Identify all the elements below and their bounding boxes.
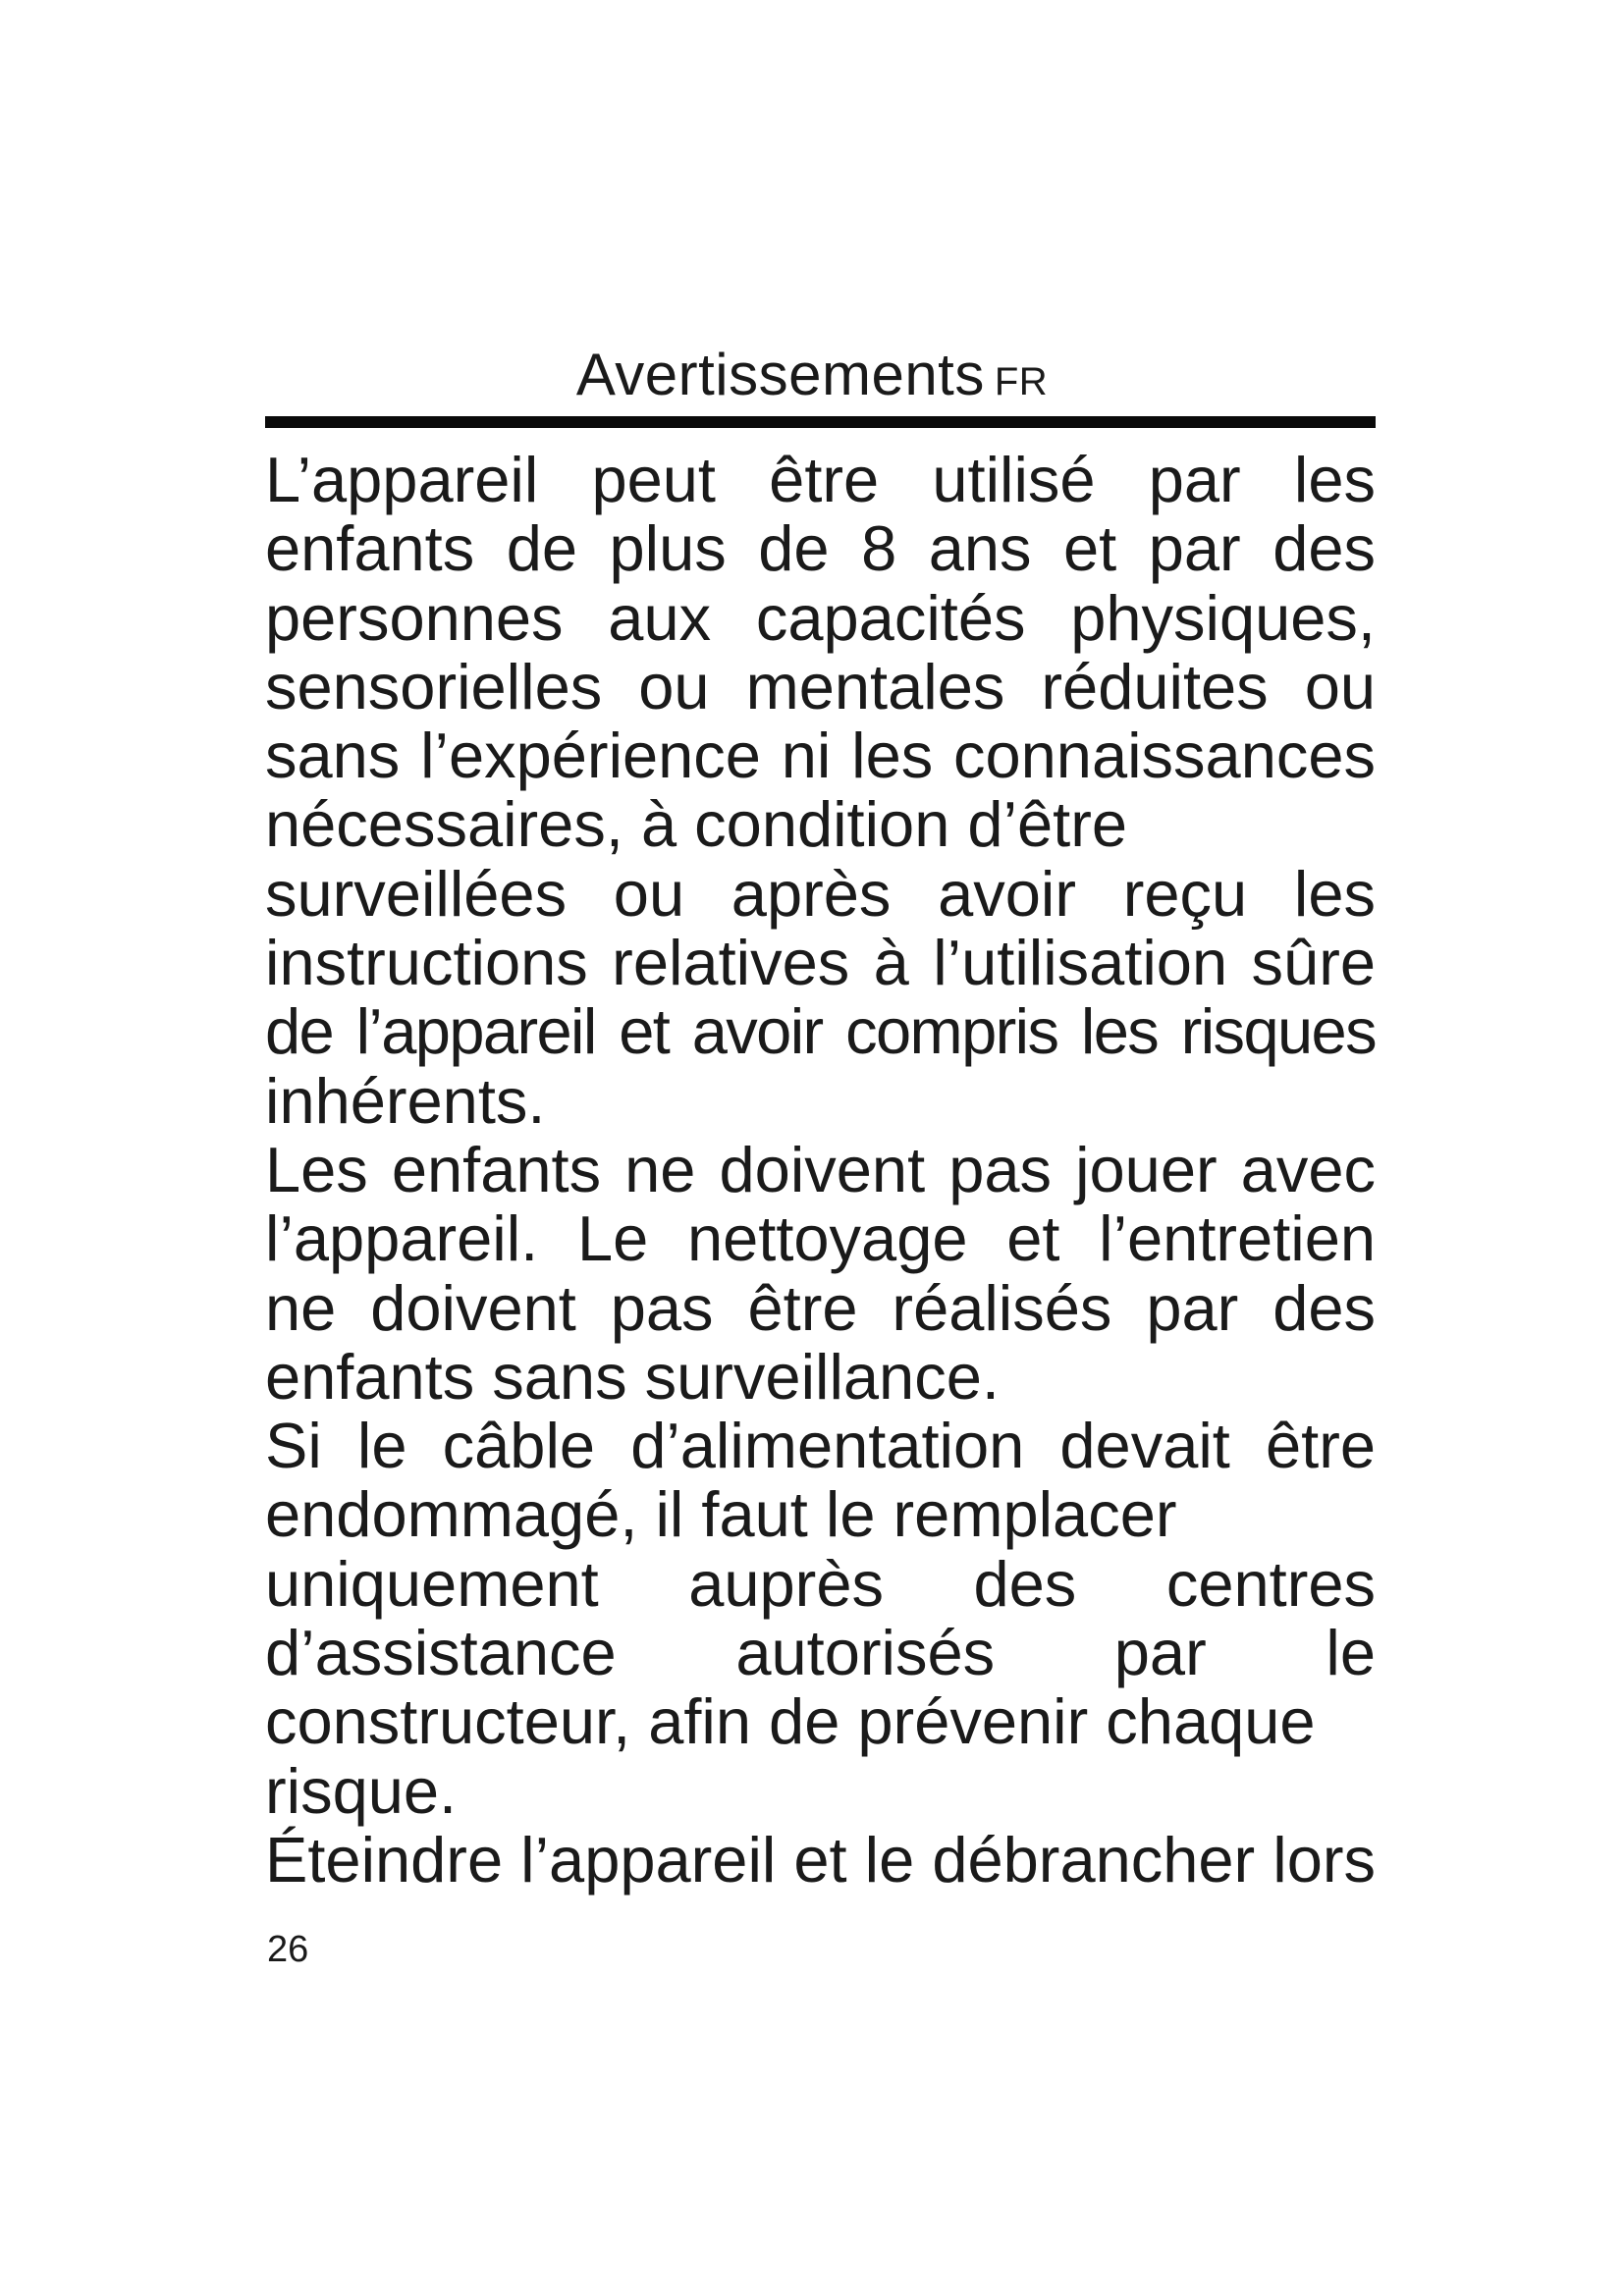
warning-text: [265, 446, 1376, 1895]
text-line: surveillées ou après avoir reçu les: [265, 857, 1376, 930]
text-line: L’appareil peut être utilisé par les: [265, 444, 1376, 515]
text-line: endommagé, il faut le remplacer: [265, 1478, 1177, 1551]
text-line: sans l’expérience ni les connaissances: [265, 720, 1376, 792]
text-line: inhérents.: [265, 1064, 546, 1137]
text-line: enfants sans surveillance.: [265, 1340, 1000, 1413]
text-line: enfants de plus de 8 ans et par des: [265, 512, 1376, 585]
text-line: constructeur, afin de prévenir chaque: [265, 1685, 1316, 1758]
language-code: FR: [994, 360, 1049, 403]
text-line: instructions relatives à l’utilisation sûre: [265, 927, 1376, 999]
text-line: de l’appareil et avoir compris les risques: [265, 995, 1376, 1068]
text-line: Les enfants ne doivent pas jouer avec: [265, 1133, 1376, 1205]
text-line: personnes aux capacités physiques,: [265, 581, 1376, 654]
text-line: d’assistance autorisés par le: [265, 1617, 1376, 1689]
text-line: uniquement auprès des centres: [265, 1547, 1376, 1620]
text-line: ne doivent pas être réalisés par des: [265, 1271, 1376, 1344]
text-line: sensorielles ou mentales réduites ou: [265, 650, 1376, 722]
page-header: [0, 342, 1624, 407]
text-line: Si le câble d’alimentation devait être: [265, 1410, 1376, 1482]
text-line: risque.: [265, 1754, 458, 1827]
text-line: Éteindre l’appareil et le débrancher lors: [265, 1823, 1376, 1896]
page-title: Avertissements: [575, 342, 985, 407]
text-line: l’appareil. Le nettoyage et l’entretien: [265, 1202, 1376, 1275]
text-line: nécessaires, à condition d’être: [265, 788, 1128, 861]
page-number: 26: [267, 1929, 309, 1970]
header-rule: [265, 416, 1376, 428]
